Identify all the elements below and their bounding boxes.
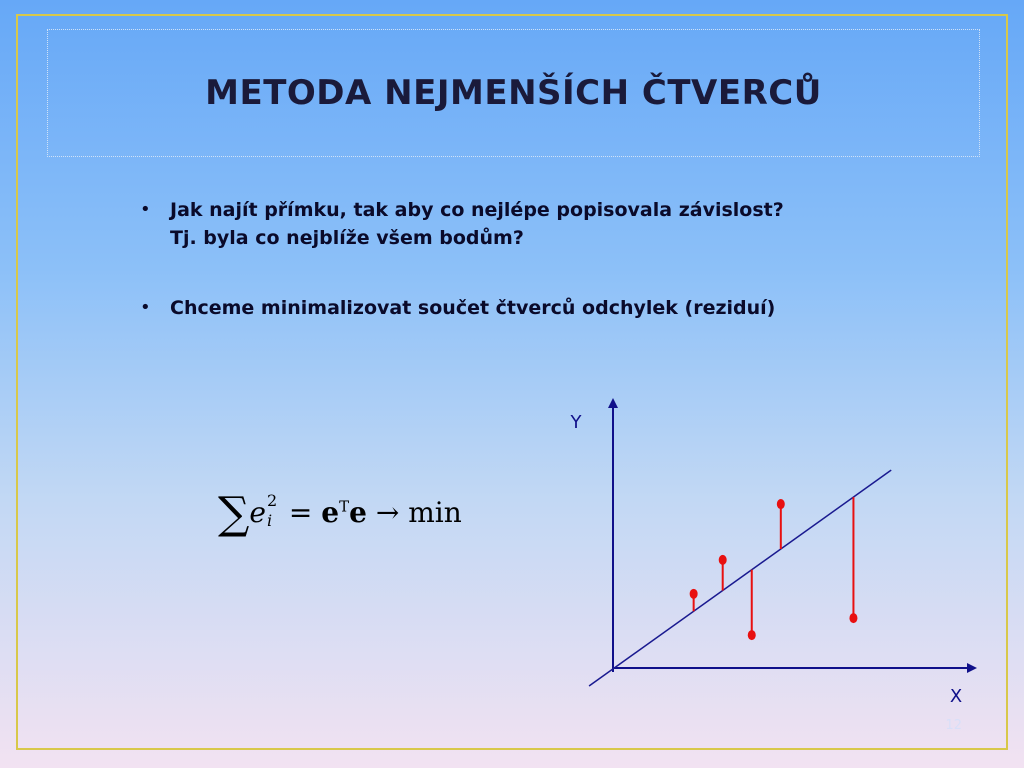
bullet-dot: •	[140, 297, 151, 318]
formula-indices	[266, 490, 280, 530]
bullet-list	[140, 196, 940, 322]
formula-subscript: i	[267, 510, 273, 530]
formula-arrow: →	[366, 496, 409, 529]
data-point	[748, 630, 756, 640]
x-axis-label: X	[949, 686, 963, 707]
formula-vector-e: e	[321, 496, 340, 529]
formula-exponent: 2	[267, 490, 278, 510]
bullet-item	[140, 196, 940, 252]
formula-equals: =	[280, 496, 322, 529]
y-axis-label: Y	[570, 412, 582, 433]
sum-symbol: ∑	[218, 488, 250, 539]
formula-min: min	[408, 496, 462, 529]
slide-title: METODA NEJMENŠÍCH ČTVERCŮ	[205, 73, 822, 113]
slide-number: 12	[945, 718, 962, 733]
bullet-text-line: Tj. byla co nejblíže všem bodům?	[170, 227, 524, 249]
formula-e: e	[249, 496, 266, 529]
data-point	[690, 589, 698, 599]
regression-chart	[560, 390, 990, 720]
least-squares-formula	[218, 488, 462, 539]
formula-vector-e2: e	[349, 496, 367, 529]
regression-line	[589, 470, 891, 686]
data-point	[777, 499, 785, 509]
bullet-text-line: Jak najít přímku, tak aby co nejlépe popisovala závislost?	[170, 199, 784, 221]
plot-area	[589, 470, 891, 686]
title-placeholder	[47, 29, 980, 157]
data-point	[849, 613, 857, 623]
bullet-text-line: Chceme minimalizovat součet čtverců odchylek (reziduí)	[170, 297, 776, 319]
bullet-item	[140, 294, 940, 322]
data-point	[719, 555, 727, 565]
formula-transpose: T	[339, 497, 350, 516]
bullet-dot: •	[140, 199, 151, 220]
